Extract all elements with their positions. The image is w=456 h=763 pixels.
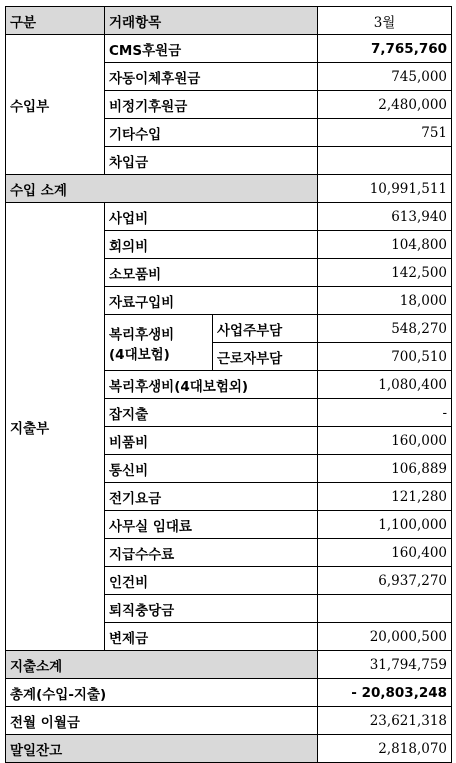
income-group-label: 수입부 (6, 35, 105, 175)
expense-item-label: 변제금 (105, 623, 318, 651)
total-label: 말일잔고 (6, 735, 318, 763)
total-value: 2,818,070 (318, 735, 452, 763)
expense-item-value: 1,100,000 (318, 511, 452, 539)
expense-subtotal-label: 지출소계 (6, 651, 318, 679)
expense-group-label: 지출부 (6, 203, 105, 651)
total-row (6, 735, 452, 763)
income-item-label: 자동이체후원금 (105, 63, 318, 91)
income-item-value (318, 147, 452, 175)
total-row (6, 679, 452, 707)
welfare-employee-value: 700,510 (318, 343, 452, 371)
expense-item-label: 사무실 임대료 (105, 511, 318, 539)
expense-item-value: 142,500 (318, 259, 452, 287)
expense-item-label: 퇴직충당금 (105, 595, 318, 623)
welfare-employer-value: 548,270 (318, 315, 452, 343)
income-subtotal-row (6, 175, 452, 203)
income-subtotal-label: 수입 소계 (6, 175, 318, 203)
expense-item-value: 20,000,500 (318, 623, 452, 651)
income-row (6, 35, 452, 63)
ledger-table (5, 6, 452, 763)
total-label: 전월 이월금 (6, 707, 318, 735)
header-row (6, 7, 452, 35)
expense-item-value: 160,000 (318, 427, 452, 455)
total-row (6, 707, 452, 735)
expense-item-value: 104,800 (318, 231, 452, 259)
expense-item-value (318, 595, 452, 623)
expense-item-value: 121,280 (318, 483, 452, 511)
header-category: 구분 (6, 7, 105, 35)
header-item: 거래항목 (105, 7, 318, 35)
income-item-label: 차입금 (105, 147, 318, 175)
welfare-employer-label: 사업주부담 (213, 315, 318, 343)
expense-item-label: 인건비 (105, 567, 318, 595)
welfare-employee-label: 근로자부담 (213, 343, 318, 371)
income-item-value: 2,480,000 (318, 91, 452, 119)
income-item-value: 751 (318, 119, 452, 147)
income-item-value: 745,000 (318, 63, 452, 91)
income-item-label: 비정기후원금 (105, 91, 318, 119)
expense-subtotal-row (6, 651, 452, 679)
expense-item-label: 통신비 (105, 455, 318, 483)
expense-item-label: 회의비 (105, 231, 318, 259)
total-value: - 20,803,248 (318, 679, 452, 707)
expense-item-label: 사업비 (105, 203, 318, 231)
welfare-label-line2: (4대보험) (109, 346, 170, 363)
expense-item-label: 전기요금 (105, 483, 318, 511)
expense-item-value: - (318, 399, 452, 427)
expense-item-label: 복리후생비(4대보험외) (105, 371, 318, 399)
expense-item-label: 지급수수료 (105, 539, 318, 567)
income-item-label: CMS후원금 (105, 35, 318, 63)
expense-item-value: 6,937,270 (318, 567, 452, 595)
expense-item-value: 160,400 (318, 539, 452, 567)
expense-subtotal-value: 31,794,759 (318, 651, 452, 679)
expense-item-label: 소모품비 (105, 259, 318, 287)
expense-item-value: 18,000 (318, 287, 452, 315)
ledger-body (6, 7, 452, 763)
income-item-value: 7,765,760 (318, 35, 452, 63)
expense-row (6, 203, 452, 231)
expense-item-label: 잡지출 (105, 399, 318, 427)
header-month: 3월 (318, 7, 452, 35)
total-value: 23,621,318 (318, 707, 452, 735)
welfare-label-line1: 복리후생비 (109, 326, 175, 343)
expense-item-label: 비품비 (105, 427, 318, 455)
total-label: 총계(수입-지출) (6, 679, 318, 707)
expense-item-label: 자료구입비 (105, 287, 318, 315)
expense-item-value: 613,940 (318, 203, 452, 231)
income-item-label: 기타수입 (105, 119, 318, 147)
expense-item-value: 106,889 (318, 455, 452, 483)
welfare-label (105, 315, 213, 371)
income-subtotal-value: 10,991,511 (318, 175, 452, 203)
expense-item-value: 1,080,400 (318, 371, 452, 399)
